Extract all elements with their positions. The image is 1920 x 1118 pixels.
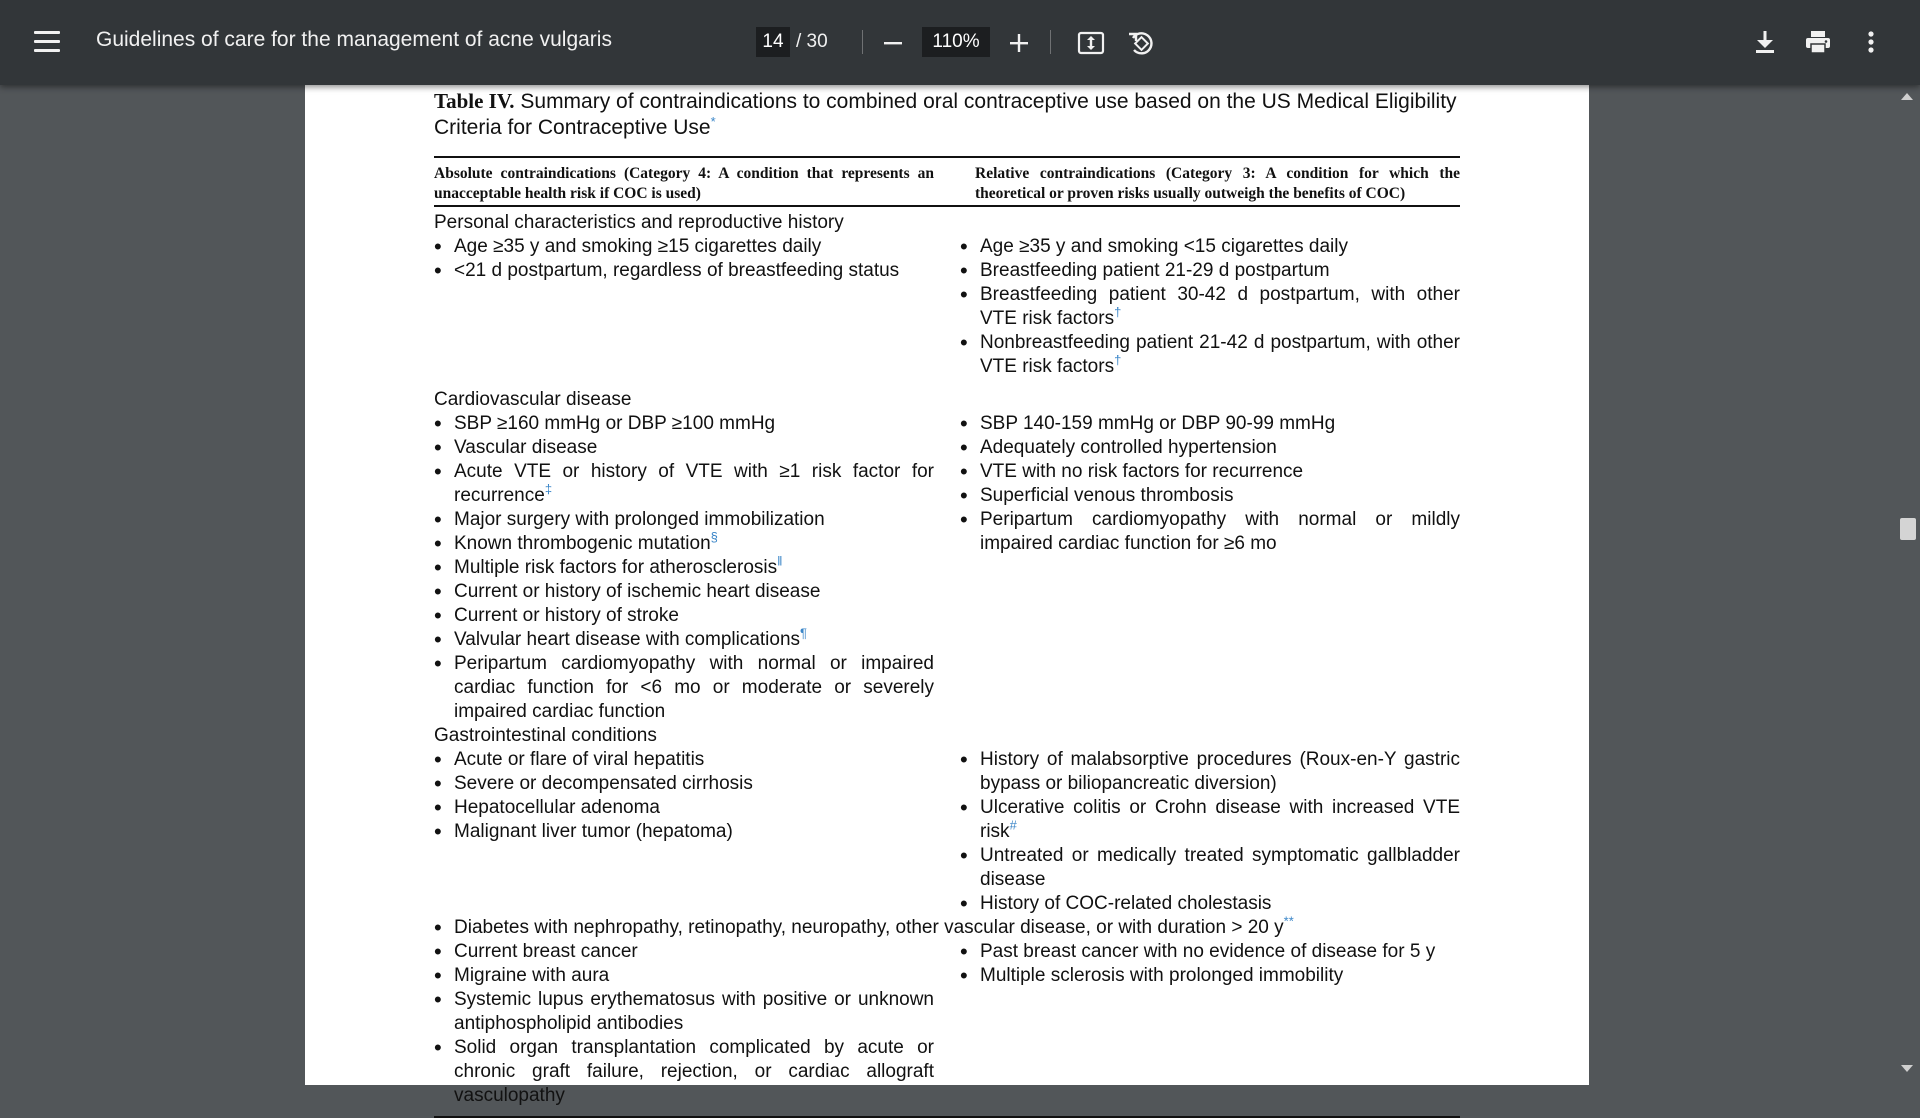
scrollbar-thumb[interactable] [1900,518,1916,540]
toolbar-divider [1050,30,1051,54]
list-item: • Acute VTE or history of VTE with ≥1 risk factor for recurrence‡ [434,460,934,508]
header-absolute-contraindications: Absolute contraindications (Category 4: A condition that represents an unacceptable health risk if COC is used) [434,165,934,202]
toolbar-divider [862,30,863,54]
relative-column [960,940,1460,1108]
list-item: • Age ≥35 y and smoking <15 cigarettes daily [960,235,1460,259]
table-header [434,156,1460,207]
table-iv [434,85,1460,1118]
zoom-out-button[interactable] [880,30,906,56]
list-item: • Acute or flare of viral hepatitis [434,748,934,772]
rotate-button[interactable] [1126,28,1156,58]
list-item: • Current or history of ischemic heart disease [434,580,934,604]
list-item: • Diabetes with nephropathy, retinopathy, neuropathy, other vascular disease, or with duration > 20 y** [434,916,1460,940]
list-item: • Valvular heart disease with complications¶ [434,628,934,652]
absolute-column [434,748,934,916]
list-item: • Ulcerative colitis or Crohn disease with increased VTE risk# [960,796,1460,844]
list-item: • History of malabsorptive procedures (Roux-en-Y gastric bypass or biliopancreatic diversion) [960,748,1460,796]
pdf-page [305,85,1589,1106]
zoom-in-button[interactable] [1006,30,1032,56]
list-item: • Breastfeeding patient 30-42 d postpartum, with other VTE risk factors† [960,283,1460,331]
minus-icon [882,32,904,54]
table-caption-label: Table IV. [434,89,515,113]
list-item: • Adequately controlled hypertension [960,436,1460,460]
section-title: Personal characteristics and reproductive history [434,212,844,233]
print-icon [1804,29,1832,55]
pdf-toolbar [0,0,1920,85]
list-item: • Major surgery with prolonged immobilization [434,508,934,532]
table-caption [434,88,1460,141]
list-item: • SBP ≥160 mmHg or DBP ≥100 mmHg [434,412,934,436]
section-title: Cardiovascular disease [434,389,632,410]
list-item: • Past breast cancer with no evidence of disease for 5 y [960,940,1460,964]
list-item: • Breastfeeding patient 21-29 d postpartum [960,259,1460,283]
list-item: • Migraine with aura [434,964,934,988]
relative-column [960,412,1460,724]
footnote-marker[interactable]: # [1009,817,1017,833]
list-item: • Solid organ transplantation complicated by acute or chronic graft failure, rejection, or cardiac allograft vasculopathy [434,1036,934,1108]
page-total: / 30 [796,31,828,52]
table-row [434,412,1460,724]
relative-column [960,235,1460,379]
list-item: • Vascular disease [434,436,934,460]
vertical-scrollbar[interactable] [1896,85,1920,1080]
absolute-column [434,940,934,1108]
list-item: • Age ≥35 y and smoking ≥15 cigarettes daily [434,235,934,259]
list-item: • VTE with no risk factors for recurrence [960,460,1460,484]
list-item: • Malignant liver tumor (hepatoma) [434,820,934,844]
scroll-down-icon[interactable] [1901,1065,1913,1072]
page-number-input[interactable] [756,27,790,57]
document-title: Guidelines of care for the management of acne vulgaris [96,28,612,51]
list-item: • Systemic lupus erythematosus with positive or unknown antiphospholipid antibodies [434,988,934,1036]
absolute-column [434,235,934,379]
download-button[interactable] [1750,27,1780,57]
list-item: • Multiple risk factors for atherosclerosis‖ [434,556,934,580]
footnote-marker[interactable]: § [710,529,718,545]
table-row [434,748,1460,916]
zoom-input[interactable] [922,27,990,57]
footnote-marker[interactable]: † [1114,304,1122,320]
list-item: • History of COC-related cholestasis [960,892,1460,916]
table-row [434,235,1460,379]
more-vert-icon [1867,30,1875,54]
print-button[interactable] [1803,27,1833,57]
absolute-column [434,412,934,724]
list-item: • <21 d postpartum, regardless of breastfeeding status [434,259,934,283]
section-title: Gastrointestinal conditions [434,725,657,746]
list-item: • Nonbreastfeeding patient 21-42 d postpartum, with other VTE risk factors† [960,331,1460,379]
rotate-icon [1127,29,1155,57]
table-body [434,211,1460,1118]
fit-to-page-button[interactable] [1076,28,1106,58]
fit-page-icon [1077,29,1105,57]
scroll-up-icon[interactable] [1901,93,1913,100]
list-item: • Peripartum cardiomyopathy with normal or mildly impaired cardiac function for ≥6 mo [960,508,1460,556]
footnote-marker[interactable]: ‡ [544,481,553,497]
relative-column [960,748,1460,916]
footnote-marker[interactable]: † [1114,352,1122,368]
list-item: • Peripartum cardiomyopathy with normal or impaired cardiac function for <6 mo or moderate or severely impaired cardiac function [434,652,934,724]
list-item: • Severe or decompensated cirrhosis [434,772,934,796]
list-item: • Superficial venous thrombosis [960,484,1460,508]
list-item: • Untreated or medically treated symptomatic gallbladder disease [960,844,1460,892]
footnote-marker[interactable]: ‖ [777,553,783,569]
download-icon [1753,29,1777,55]
menu-icon[interactable] [34,31,60,53]
list-item: • Current breast cancer [434,940,934,964]
table-caption-text: Summary of contraindications to combined oral contraceptive use based on the US Medical Eligibility Criteria for Contraceptive Use [434,90,1457,139]
footnote-marker[interactable]: ** [1283,913,1294,929]
footnote-marker[interactable]: ¶ [800,625,808,641]
more-options-button[interactable] [1856,27,1886,57]
table-row [434,940,1460,1108]
list-item: • Known thrombogenic mutation§ [434,532,934,556]
list-item: • Current or history of stroke [434,604,934,628]
plus-icon [1008,32,1030,54]
header-relative-contraindications: Relative contraindications (Category 3: A condition for which the theoretical or proven risks usually outweigh the benefits of COC) [975,165,1460,202]
list-item: • Multiple sclerosis with prolonged immobility [960,964,1460,988]
footnote-marker[interactable]: * [710,114,716,129]
list-item: • SBP 140-159 mmHg or DBP 90-99 mmHg [960,412,1460,436]
list-item: • Hepatocellular adenoma [434,796,934,820]
